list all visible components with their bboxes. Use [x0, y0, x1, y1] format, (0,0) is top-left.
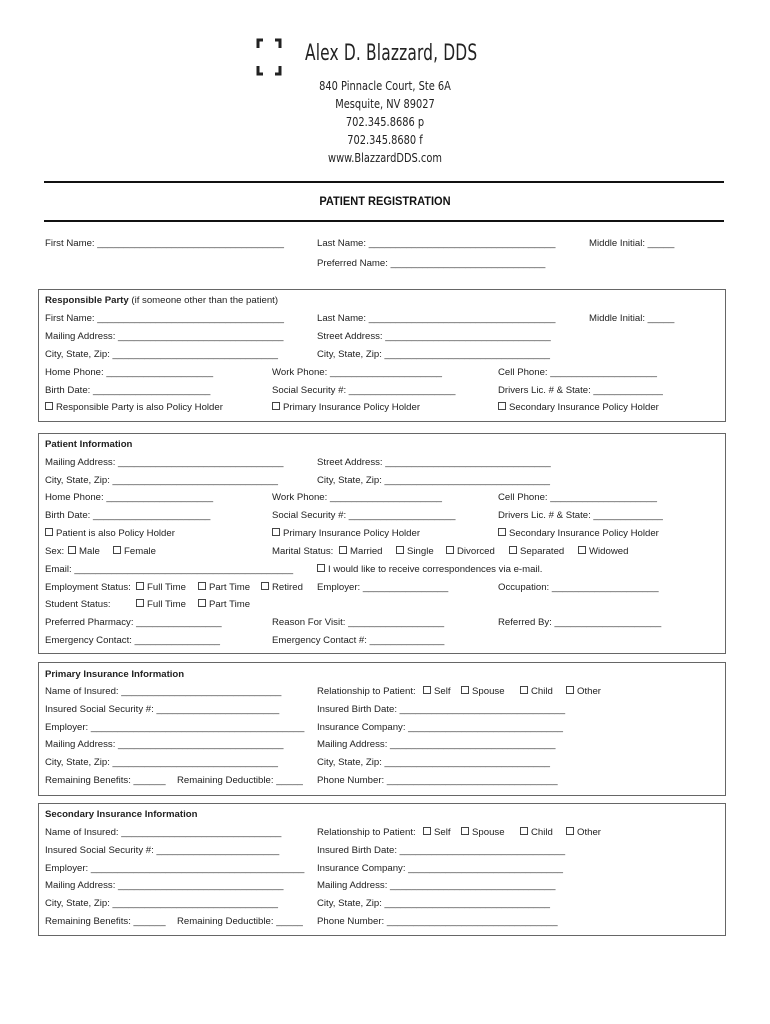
middle-initial-field[interactable]: Middle Initial: _____	[589, 238, 675, 249]
divider	[44, 220, 724, 222]
checkbox-icon[interactable]	[198, 599, 206, 607]
checkbox-icon[interactable]	[423, 827, 431, 835]
sec-city-state-zip-field[interactable]: City, State, Zip: _______________________________	[45, 898, 278, 909]
practice-logo	[255, 38, 283, 76]
pi-cell-phone-field[interactable]: Cell Phone: ____________________	[498, 492, 657, 503]
sec-phone-number-field[interactable]: Phone Number: ________________________________	[317, 916, 558, 927]
email-opt-checkbox[interactable]: I would like to receive correspondences via e-mail.	[317, 564, 542, 576]
sec-rel-child-checkbox[interactable]: Child	[520, 827, 553, 839]
checkbox-icon[interactable]	[136, 582, 144, 590]
checkbox-icon[interactable]	[396, 546, 404, 554]
preferred-name-field[interactable]: Preferred Name: _____________________________	[317, 258, 546, 269]
rp-ssn-field[interactable]: Social Security #: ____________________	[272, 385, 456, 396]
rp-street-address-field[interactable]: Street Address: _______________________________	[317, 331, 551, 342]
pri-insured-ssn-field[interactable]: Insured Social Security #: _______________________	[45, 704, 280, 715]
section-heading: Responsible Party (if someone other than the patient)	[45, 295, 279, 306]
pri-ins-company-field[interactable]: Insurance Company: _____________________________	[317, 722, 563, 733]
emp-full-time-checkbox[interactable]: Full Time	[136, 582, 186, 594]
checkbox-icon[interactable]	[578, 546, 586, 554]
rp-cell-phone-field[interactable]: Cell Phone: ____________________	[498, 367, 657, 378]
marital-married-checkbox[interactable]: Married	[339, 546, 383, 558]
sec-insured-ssn-field[interactable]: Insured Social Security #: _______________________	[45, 845, 280, 856]
practice-website: www.BlazzardDDS.com	[328, 151, 442, 165]
checkbox-icon[interactable]	[45, 402, 53, 410]
marital-label: Marital Status:	[272, 546, 334, 557]
emergency-contact-field[interactable]: Emergency Contact: ________________	[45, 635, 220, 646]
pri-city-state-zip-field-2[interactable]: City, State, Zip: _______________________________	[317, 757, 550, 768]
sec-rel-self-checkbox[interactable]: Self	[423, 827, 451, 839]
emp-retired-checkbox[interactable]: Retired	[261, 582, 303, 594]
sec-rel-other-checkbox[interactable]: Other	[566, 827, 601, 839]
pri-city-state-zip-field[interactable]: City, State, Zip: _______________________________	[45, 757, 278, 768]
pri-remaining-deductible-field[interactable]: Remaining Deductible: _____	[177, 775, 303, 786]
checkbox-icon[interactable]	[113, 546, 121, 554]
checkbox-icon[interactable]	[272, 402, 280, 410]
checkbox-icon[interactable]	[446, 546, 454, 554]
practice-name: Alex D. Blazzard, DDS	[305, 41, 478, 66]
checkbox-icon[interactable]	[520, 686, 528, 694]
pri-employer-field[interactable]: Employer: ________________________________________	[45, 722, 305, 733]
practice-address: 840 Pinnacle Court, Ste 6A	[319, 79, 451, 93]
marital-divorced-checkbox[interactable]: Divorced	[446, 546, 495, 558]
rp-mailing-address-field[interactable]: Mailing Address: _______________________________	[45, 331, 284, 342]
checkbox-icon[interactable]	[261, 582, 269, 590]
sec-mailing-address-field-2[interactable]: Mailing Address: _______________________________	[317, 880, 556, 891]
practice-phone: 702.345.8686 p	[345, 115, 425, 129]
rp-middle-initial-field[interactable]: Middle Initial: _____	[589, 313, 675, 324]
form-title: PATIENT REGISTRATION	[319, 194, 451, 208]
marital-widowed-checkbox[interactable]: Widowed	[578, 546, 628, 558]
rp-work-phone-field[interactable]: Work Phone: _____________________	[272, 367, 442, 378]
sec-insured-birth-field[interactable]: Insured Birth Date: _______________________________	[317, 845, 566, 856]
sex-label: Sex:	[45, 546, 65, 557]
divider	[44, 181, 724, 183]
rp-city-state-zip-field-2[interactable]: City, State, Zip: _______________________________	[317, 349, 550, 360]
checkbox-icon[interactable]	[272, 528, 280, 536]
pi-birth-date-field[interactable]: Birth Date: ______________________	[45, 510, 211, 521]
sec-city-state-zip-field-2[interactable]: City, State, Zip: _______________________________	[317, 898, 550, 909]
rp-drivers-lic-field[interactable]: Drivers Lic. # & State: _____________	[498, 385, 663, 396]
employer-field[interactable]: Employer: ________________	[317, 582, 449, 593]
sec-remaining-deductible-field[interactable]: Remaining Deductible: _____	[177, 916, 303, 927]
pri-remaining-benefits-field[interactable]: Remaining Benefits: ______	[45, 775, 166, 786]
emp-part-time-checkbox[interactable]: Part Time	[198, 582, 250, 594]
checkbox-icon[interactable]	[566, 827, 574, 835]
pri-phone-number-field[interactable]: Phone Number: ________________________________	[317, 775, 558, 786]
rp-primary-checkbox[interactable]: Primary Insurance Policy Holder	[272, 402, 420, 414]
rp-first-name-field[interactable]: First Name: ___________________________________	[45, 313, 284, 324]
sec-name-insured-field[interactable]: Name of Insured: ______________________________	[45, 827, 282, 838]
checkbox-icon[interactable]	[520, 827, 528, 835]
occupation-field[interactable]: Occupation: ____________________	[498, 582, 659, 593]
pri-rel-other-checkbox[interactable]: Other	[566, 686, 601, 698]
pi-primary-checkbox[interactable]: Primary Insurance Policy Holder	[272, 528, 420, 540]
practice-city: Mesquite, NV 89027	[335, 97, 435, 111]
pi-city-state-zip-field-2[interactable]: City, State, Zip: _______________________________	[317, 475, 550, 486]
checkbox-icon[interactable]	[498, 402, 506, 410]
practice-fax: 702.345.8680 f	[347, 133, 423, 147]
last-name-field[interactable]: Last Name: ___________________________________	[317, 238, 556, 249]
stu-full-time-checkbox[interactable]: Full Time	[136, 599, 186, 611]
checkbox-icon[interactable]	[198, 582, 206, 590]
student-label: Student Status:	[45, 599, 111, 610]
rp-secondary-checkbox[interactable]: Secondary Insurance Policy Holder	[498, 402, 659, 414]
sec-relationship-label: Relationship to Patient:	[317, 827, 416, 838]
referred-field[interactable]: Referred By: ____________________	[498, 617, 662, 628]
pri-mailing-address-field[interactable]: Mailing Address: _______________________________	[45, 739, 284, 750]
rp-home-phone-field[interactable]: Home Phone: ____________________	[45, 367, 214, 378]
pi-street-address-field[interactable]: Street Address: _______________________________	[317, 457, 551, 468]
section-heading: Primary Insurance Information	[45, 669, 185, 680]
emergency-phone-field[interactable]: Emergency Contact #: ______________	[272, 635, 445, 646]
pri-name-insured-field[interactable]: Name of Insured: ______________________________	[45, 686, 282, 697]
pi-secondary-checkbox[interactable]: Secondary Insurance Policy Holder	[498, 528, 659, 540]
rp-policy-holder-checkbox[interactable]: Responsible Party is also Policy Holder	[45, 402, 223, 414]
section-heading: Secondary Insurance Information	[45, 809, 198, 820]
checkbox-icon[interactable]	[136, 599, 144, 607]
pi-mailing-address-field[interactable]: Mailing Address: _______________________________	[45, 457, 284, 468]
employment-label: Employment Status:	[45, 582, 131, 593]
pi-city-state-zip-field[interactable]: City, State, Zip: _______________________________	[45, 475, 278, 486]
section-heading: Patient Information	[45, 439, 133, 450]
marital-single-checkbox[interactable]: Single	[396, 546, 434, 558]
rp-last-name-field[interactable]: Last Name: ___________________________________	[317, 313, 556, 324]
checkbox-icon[interactable]	[339, 546, 347, 554]
rp-city-state-zip-field[interactable]: City, State, Zip: _______________________________	[45, 349, 278, 360]
sec-mailing-address-field[interactable]: Mailing Address: _______________________________	[45, 880, 284, 891]
first-name-field[interactable]: First Name: ___________________________________	[45, 238, 284, 249]
pi-home-phone-field[interactable]: Home Phone: ____________________	[45, 492, 214, 503]
sec-employer-field[interactable]: Employer: ________________________________________	[45, 863, 305, 874]
pi-ssn-field[interactable]: Social Security #: ____________________	[272, 510, 456, 521]
checkbox-icon[interactable]	[45, 528, 53, 536]
sec-remaining-benefits-field[interactable]: Remaining Benefits: ______	[45, 916, 166, 927]
pi-policy-holder-checkbox[interactable]: Patient is also Policy Holder	[45, 528, 175, 540]
sec-rel-spouse-checkbox[interactable]: Spouse	[461, 827, 505, 839]
checkbox-icon[interactable]	[498, 528, 506, 536]
email-field[interactable]: Email: _________________________________________	[45, 564, 294, 575]
pharmacy-field[interactable]: Preferred Pharmacy: ________________	[45, 617, 222, 628]
pri-relationship-label: Relationship to Patient:	[317, 686, 416, 697]
checkbox-icon[interactable]	[423, 686, 431, 694]
checkbox-icon[interactable]	[68, 546, 76, 554]
pri-mailing-address-field-2[interactable]: Mailing Address: _______________________________	[317, 739, 556, 750]
pri-rel-self-checkbox[interactable]: Self	[423, 686, 451, 698]
pri-rel-child-checkbox[interactable]: Child	[520, 686, 553, 698]
sex-female-checkbox[interactable]: Female	[113, 546, 156, 558]
pi-work-phone-field[interactable]: Work Phone: _____________________	[272, 492, 442, 503]
reason-field[interactable]: Reason For Visit: __________________	[272, 617, 445, 628]
checkbox-icon[interactable]	[317, 564, 325, 572]
marital-separated-checkbox[interactable]: Separated	[509, 546, 564, 558]
sex-male-checkbox[interactable]: Male	[68, 546, 100, 558]
checkbox-icon[interactable]	[509, 546, 517, 554]
sec-ins-company-field[interactable]: Insurance Company: _____________________________	[317, 863, 563, 874]
rp-birth-date-field[interactable]: Birth Date: ______________________	[45, 385, 211, 396]
checkbox-icon[interactable]	[461, 827, 469, 835]
pi-drivers-lic-field[interactable]: Drivers Lic. # & State: _____________	[498, 510, 663, 521]
pri-insured-birth-field[interactable]: Insured Birth Date: _______________________________	[317, 704, 566, 715]
checkbox-icon[interactable]	[461, 686, 469, 694]
checkbox-icon[interactable]	[566, 686, 574, 694]
pri-rel-spouse-checkbox[interactable]: Spouse	[461, 686, 505, 698]
stu-part-time-checkbox[interactable]: Part Time	[198, 599, 250, 611]
